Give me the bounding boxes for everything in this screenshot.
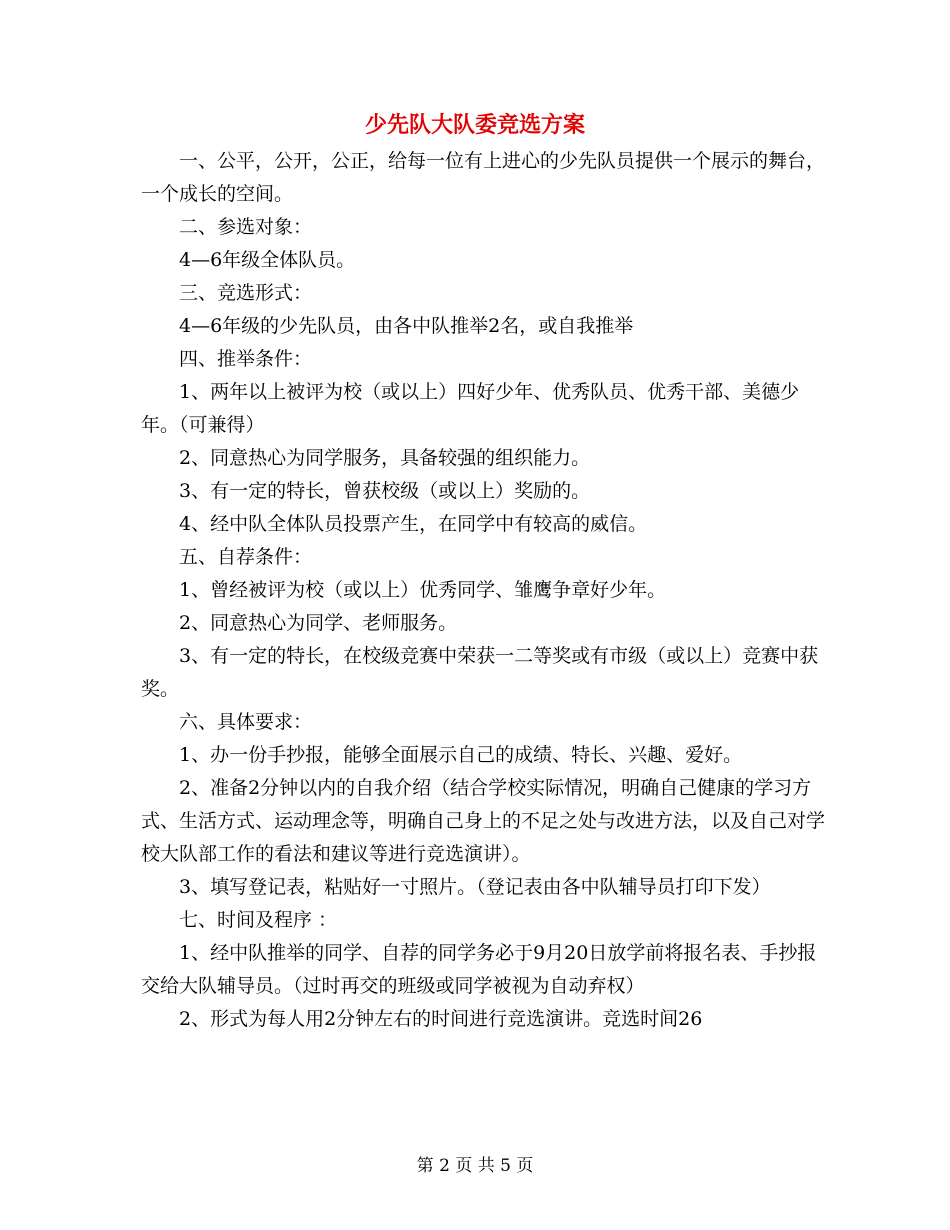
- paragraph: 一、公平，公开，公正，给每一位有上进心的少先队员提供一个展示的舞台，一个成长的空间。: [141, 150, 826, 205]
- page-number-footer: 第 2 页 共 5 页: [416, 1156, 534, 1176]
- paragraph: 3、有一定的特长，在校级竞赛中荣获一二等奖或有市级（或以上）竞赛中获奖。: [141, 645, 819, 700]
- paragraph: 3、有一定的特长，曾获校级（或以上）奖励的。: [179, 480, 591, 502]
- paragraph: 2、同意热心为同学、老师服务。: [179, 612, 458, 634]
- paragraph: 1、两年以上被评为校（或以上）四好少年、优秀队员、优秀干部、美德少年。（可兼得）: [141, 381, 800, 436]
- paragraph: 三、竞选形式：: [179, 282, 313, 304]
- paragraph: 4—6年级全体队员。: [179, 249, 356, 271]
- paragraph: 二、参选对象：: [179, 216, 313, 238]
- paragraph: 4、经中队全体队员投票产生，在同学中有较高的威信。: [179, 513, 648, 535]
- paragraph: 2、形式为每人用2分钟左右的时间进行竞选演讲。竞选时间26: [179, 1008, 703, 1030]
- paragraph: 五、自荐条件：: [179, 546, 313, 568]
- paragraph: 七、时间及程序 ：: [179, 909, 338, 931]
- paragraph: 1、经中队推举的同学、自荐的同学务必于9月20日放学前将报名表、手抄报交给大队辅导员。（过时再交的班级或同学被视为自动弃权）: [141, 942, 817, 997]
- paragraph: 1、办一份手抄报，能够全面展示自己的成绩、特长、兴趣、爱好。: [179, 744, 743, 766]
- paragraph: 2、准备2分钟以内的自我介绍（结合学校实际情况，明确自己健康的学习方式、生活方式、运动理念等，明确自己身上的不足之处与改进方法，以及自己对学校大队部工作的看法和建议等进行竞选演讲）。: [141, 777, 826, 865]
- paragraph: 4—6年级的少先队员，由各中队推举2名，或自我推举: [179, 315, 634, 337]
- paragraph: 四、推举条件：: [179, 348, 313, 370]
- paragraph: 3、填写登记表，粘贴好一寸照片。（登记表由各中队辅导员打印下发）: [179, 876, 771, 898]
- paragraph: 六、具体要求：: [179, 711, 313, 733]
- document-body: [141, 145, 831, 1036]
- paragraph: 1、曾经被评为校（或以上）优秀同学、雏鹰争章好少年。: [179, 579, 667, 601]
- paragraph: 2、同意热心为同学服务，具备较强的组织能力。: [179, 447, 591, 469]
- document-title: 少先队大队委竞选方案: [364, 112, 585, 138]
